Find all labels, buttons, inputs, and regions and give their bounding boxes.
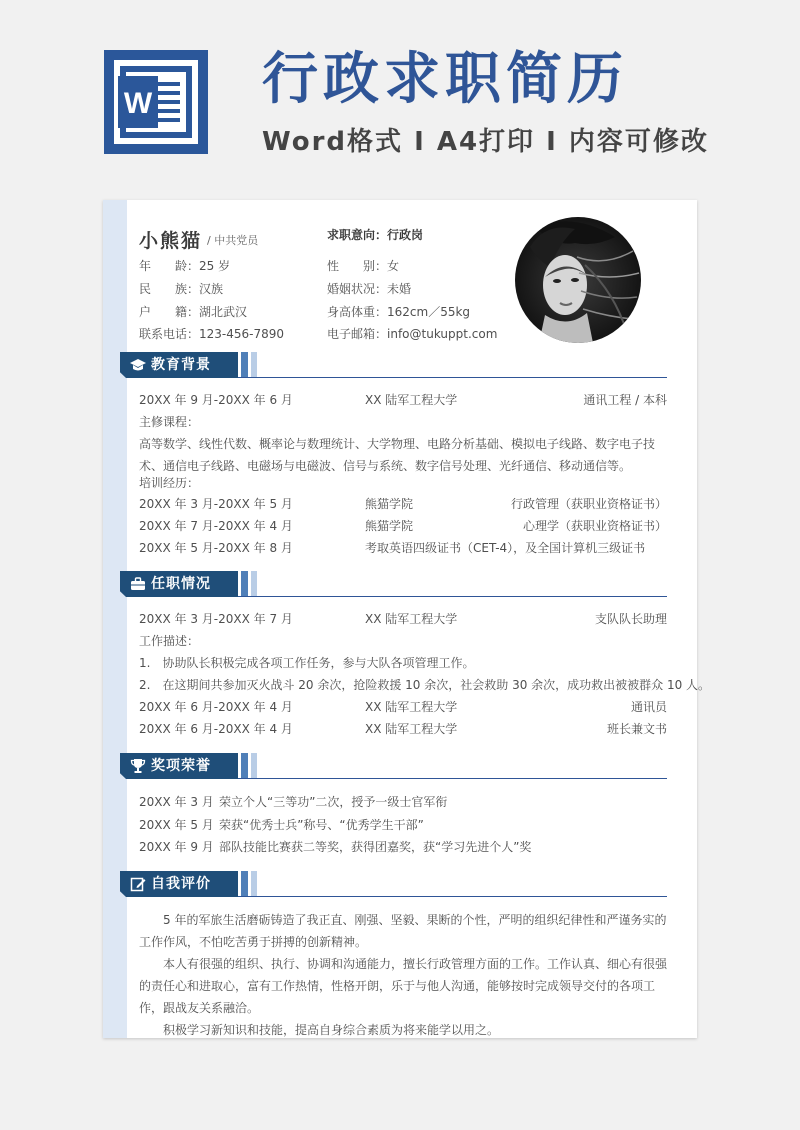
training-org: 熊猫学院: [365, 519, 414, 533]
job-role: 通讯员: [630, 700, 667, 714]
training-item: 行政管理（获职业资格证书）: [510, 497, 667, 511]
word-logo-letter: W: [123, 87, 153, 120]
page-title: 行政求职简历: [262, 47, 628, 112]
page-subtitle: Word格式 I A4打印 I 内容可修改: [262, 127, 709, 157]
section-title-self: 自我评价: [151, 876, 211, 892]
work-desc-label: 工作描述：: [139, 634, 200, 648]
section-awards: [120, 753, 667, 779]
political-status: / 中共党员: [207, 234, 259, 247]
hometown-field: 户 籍：湖北武汉: [139, 305, 248, 319]
gender-field: 性 别：女: [327, 259, 400, 273]
section-education: [120, 352, 667, 378]
section-title-education: 教育背景: [151, 357, 211, 373]
candidate-name: 小熊猫: [139, 230, 203, 252]
job-period: 20XX 年 3 月-20XX 年 7 月: [139, 612, 293, 626]
training-item: 心理学（获职业资格证书）: [522, 519, 667, 533]
duty-item: 1. 协助队长积极完成各项工作任务，参与大队各项管理工作。: [139, 656, 475, 670]
section-title-work: 任职情况: [151, 576, 211, 592]
job-org: XX 陆军工程大学: [365, 700, 458, 714]
training-period: 20XX 年 5 月-20XX 年 8 月: [139, 541, 293, 555]
height-weight-field: 身高体重：162cm／55kg: [327, 305, 471, 319]
self-evaluation-text: 5 年的军旅生活磨砺铸造了我正直、刚强、坚毅、果断的个性，严明的组织纪律性和严谨务实的工作作风，不怕吃苦勇于拼搏的创新精神。 本人有很强的组织、执行、协调和沟通能力，擅长行政管理方面的工作。工作认真、细心有很强的责任心和进取心，富有工作热情，性格开朗，乐于与他人沟通，能够按时完成领导交付的各项工作，跟战友关系融洽。 积极学习新知识和技能，提高自身综合素质为将来能学以用之。: [139, 913, 668, 1037]
job-role: 班长兼文书: [606, 722, 667, 736]
award-date: 20XX 年 9 月: [139, 840, 214, 854]
award-text: 荣立个人“三等功”二次，授予一级士官军衔: [219, 795, 448, 809]
job-period: 20XX 年 6 月-20XX 年 4 月: [139, 722, 293, 736]
age-field: 年 龄：25 岁: [139, 259, 231, 273]
training-org: 熊猫学院: [365, 497, 414, 511]
job-role: 支队队长助理: [594, 612, 667, 626]
word-document-icon: [104, 50, 208, 154]
ethnicity-field: 民 族：汉族: [139, 282, 224, 296]
award-date: 20XX 年 3 月: [139, 795, 214, 809]
phone-field: 联系电话：123-456-7890: [139, 327, 285, 341]
briefcase-icon: [130, 576, 146, 592]
trophy-icon: [130, 758, 146, 774]
email-field: 电子邮箱：info@tukuppt.com: [327, 327, 498, 341]
job-period: 20XX 年 6 月-20XX 年 4 月: [139, 700, 293, 714]
edit-icon: [130, 876, 146, 892]
training-period: 20XX 年 3 月-20XX 年 5 月: [139, 497, 293, 511]
job-org: XX 陆军工程大学: [365, 722, 458, 736]
courses-label: 主修课程：: [139, 415, 200, 429]
award-date: 20XX 年 5 月: [139, 818, 214, 832]
edu-school: XX 陆军工程大学: [365, 393, 458, 407]
duty-item: 2. 在这期间共参加灭火战斗 20 余次，抢险救援 10 余次，社会救助 30 余次，成功救出被被群众 10 人。: [139, 678, 711, 692]
edu-period: 20XX 年 9 月-20XX 年 6 月: [139, 393, 293, 407]
job-target: 求职意向：行政岗: [327, 228, 424, 242]
edu-major: 通讯工程 / 本科: [583, 393, 667, 407]
section-title-awards: 奖项荣誉: [151, 758, 211, 774]
courses-text: 高等数学、线性代数、概率论与数理统计、大学物理、电路分析基础、模拟电子线路、数字电子技术、通信电子线路、电磁场与电磁波、信号与系统、数字信号处理、光纤通信、移动通信等。: [139, 437, 656, 473]
job-org: XX 陆军工程大学: [365, 612, 458, 626]
training-org: 考取英语四级证书（CET-4），及全国计算机三级证书: [365, 541, 646, 555]
training-period: 20XX 年 7 月-20XX 年 4 月: [139, 519, 293, 533]
training-label: 培训经历：: [139, 476, 200, 490]
award-text: 部队技能比赛获二等奖，获得团嘉奖，获“学习先进个人”奖: [219, 840, 532, 854]
section-self-evaluation: [120, 871, 667, 897]
marital-field: 婚姻状况：未婚: [327, 282, 412, 296]
left-stripe: [103, 200, 127, 1038]
profile-photo: [515, 217, 641, 343]
graduation-cap-icon: [130, 357, 146, 373]
award-text: 荣获“优秀士兵”称号、“优秀学生干部”: [219, 818, 424, 832]
resume-sheet: [103, 200, 711, 1038]
section-work: [120, 571, 667, 597]
